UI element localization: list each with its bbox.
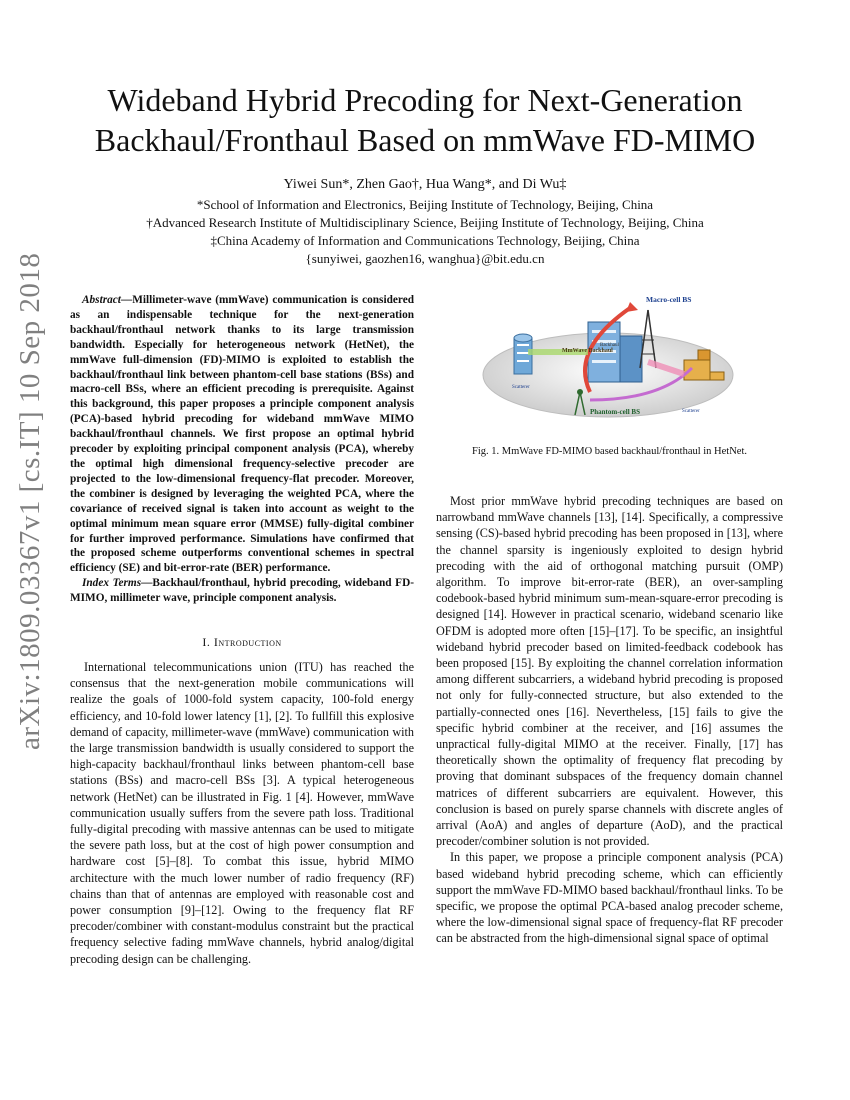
hetnet-illustration [470, 290, 760, 430]
authors: Yiwei Sun*, Zhen Gao†, Hua Wang*, and Di Wu‡ [283, 177, 567, 192]
intro-paragraph-2: Most prior mmWave hybrid precoding techniques are based on narrowband mmWave channels [13], [14]. Specifically, a compressive sensing (CS)-based hybrid precoding has been proposed in [13], where the channel sparsity is ingeniously exploited to design hybrid precoding with the aid of orthogonal matching pursuit (OMP) algorithm. To improve bit-error-rate (BER), an over-sampling codebook-based hybrid minimum sum-mean-square-error precoding is designed [14]. However in practical scenario, wideband scenario like OFDM is adopted more often [15]–[17]. To be specific, an insightful wideband hybrid precoder based on limited-feedback codebook has been proposed [15]. By exploiting the channel correlation information among different subcarriers, a wideband hybrid precoding is proposed not only for fully-connected structure, but also extended to the partially-connected ones [16]. Nevertheless, [15] fails to give the specific hybrid combiner at the receiver, and [16] assumes the unpractical fully-digital MIMO at the receiver. Finally, [17] has theoretically shown the optimality of frequency flat precoding by proving that dominant subspaces of the frequency domain channel matrices of different subcarriers are equivalent. However, this conclusion is based on purely sparse channels with discrete angles of arrival (AoA) and angles of departure (AoD), and the practical precoder/combiner solution is not provided. [436, 494, 783, 849]
section-number: I. [202, 635, 211, 649]
section-heading-introduction [70, 635, 414, 650]
label-phantom-cell: Phantom-cell BS [590, 408, 640, 416]
affiliation-1: *School of Information and Electronics, Beijing Institute of Technology, Beijing, China [196, 197, 654, 212]
arxiv-id: arXiv:1809.03367v1 [cs.IT] 10 Sep 2018 [14, 252, 46, 750]
index-terms-text: —Backhaul/fronthaul, hybrid precoding, wideband FD-MIMO, millimeter wave, principle component analysis. [70, 577, 415, 605]
intro-left-column [70, 659, 414, 967]
affiliation-2: †Advanced Research Institute of Multidisciplinary Science, Beijing Institute of Technology, Beijing, China [146, 215, 704, 230]
abstract-label: Abstract [82, 294, 121, 306]
intro-right-column [436, 493, 783, 947]
figure-1 [470, 290, 760, 430]
paper-title [40, 80, 810, 160]
title-line-1: Wideband Hybrid Precoding for Next-Generation [107, 82, 743, 118]
title-line-2: Backhaul/Fronthaul Based on mmWave FD-MIMO [94, 122, 756, 158]
label-scatterer-left: Scatterer [512, 385, 530, 390]
intro-paragraph-3: In this paper, we propose a principle component analysis (PCA) based wideband hybrid precoding scheme, which can efficiently support the mmWave FD-MIMO based backhaul/fronthaul links. To be specific, we propose the optimal PCA-based analog precoder scheme, where the low-dimensional signal space of frequency-flat RF precoder can be abstracted from the high-dimensional signal space of optimal [436, 850, 783, 946]
label-mmwave-backhaul: MmWave Backhaul [562, 348, 613, 354]
index-terms-label: Index Terms [82, 577, 142, 590]
affiliation-3: ‡China Academy of Information and Communications Technology, Beijing, China [210, 233, 640, 248]
intro-paragraph-1: International telecommunications union (ITU) has reached the consensus that the next-generation mobile communications will realize the goals of 1000-fold system capacity, 100-fold energy efficiency, and 10-fold lower latency [1], [2]. To fullfill this explosive demand of capacity, millimeter-wave (mmWave) communication with the large transmission bandwidth is usually considered to support the high-capacity backhaul/fronthaul links between phantom-cell base stations (BSs) and macro-cell BSs [3]. A typical heterogeneous network (HetNet) can be illustrated in Fig. 1 [4]. However, mmWave communication usually suffers from the severe path loss. Traditional fully-digital precoding with massive antennas can be used to mitigate the severe path loss, but at the cost of high power consumption and hardware cost [5]–[8]. To combat this issue, hybrid MIMO architecture with the much lower number of radio frequency (RF) chains than that of antennas are employed with reasonable cost and power consumption [9]–[12]. Owing to the frequency flat RF precoder/combiner with constant-modulus constraint but the practical frequency selective fading mmWave channels, hybrid analog/digital precoding design can be challenging. [70, 660, 414, 966]
abstract [70, 293, 414, 606]
label-backhaul: Backhaul [600, 343, 619, 348]
section-title: Introduction [213, 635, 282, 649]
figure-1-caption: Fig. 1. MmWave FD-MIMO based backhaul/fronthaul in HetNet. [471, 446, 748, 457]
label-macro-cell: Macro-cell BS [646, 295, 692, 304]
email-line: {sunyiwei, gaozhen16, wanghua}@bit.edu.cn [305, 251, 545, 266]
label-scatterer-right: Scatterer [682, 409, 700, 414]
abstract-text: —Millimeter-wave (mmWave) communication is considered as an indispensable technique for the next-generation backhaul/fronthaul network thanks to its large transmission bandwidth. Especially for heterogeneous network (HetNet), the mmWave full-dimension (FD)-MIMO is exploited to establish the backhaul/fronthaul link between phantom-cell base stations (BSs) and macro-cell BSs, where an efficient precoding is prerequisite. Against this background, this paper proposes a principle component analysis (PCA)-based hybrid precoding for wideband mmWave MIMO backhaul/fronthaul channels. We first propose an optimal hybrid precoder by exploiting principal component analysis (PCA), whereby the optimal high dimensional frequency-selective precoder are projected to the low-dimensional frequency-flat precoder. Moreover, the combiner is designed by leveraging the weighted PCA, where the covariance of received signal is taken into account as weight to the optimal minimum mean square error (MMSE) fully-digital combiner for further improved performance. Simulations have confirmed that the proposed scheme outperforms conventional schemes in spectral efficiency (SE) and bit-error-rate (BER) performance. [70, 294, 414, 575]
arrow-head-icon [626, 302, 638, 312]
